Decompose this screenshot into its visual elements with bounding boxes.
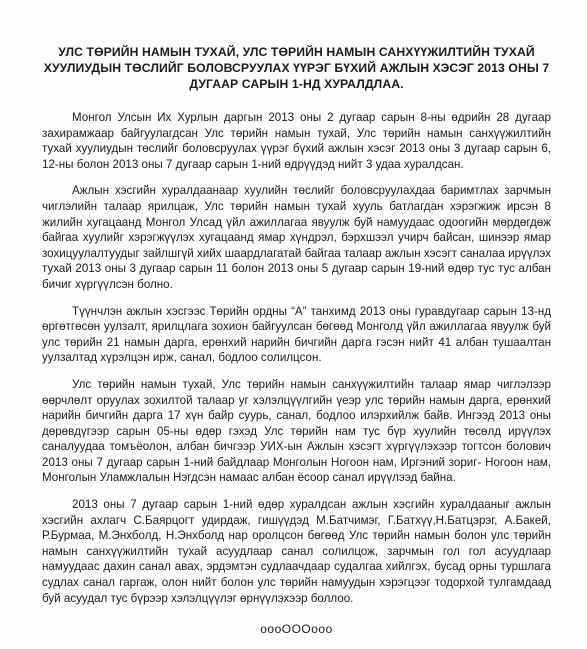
end-mark: oooOOOooo [260,622,333,637]
paragraph-5: 2013 оны 7 дугаар сарын 1-ний өдөр хуралдсан ажлын хэсгийн хуралдааныг ажлын хэсгийн ахлагч С.Баярцогт удирдаж, гишүүдэд М.Батчимэг, Г.Батхүү,Н.Батцэрэг, А.Бакей, Р.Бурмаа, М.Энхболд, Н.Энхболд нар оролцсон бөгөөд Улс төрийн намын болон улс төрийн намын санхүүжилтийн тухай асуудлаар санал солилцож, зарчмын гол гол асуудлаар намуудаас дахин санал авах, эрдэмтэн судлаачдаар судалгаа хийлгэх, бусад орны туршлага судлах санал гаргаж, олон нийт болон улс төрийн намуудын хэрэгцээг тодорхой тулгамдаад буй асуудал тус бүрээр хэлэлцүүлэг өрнүүлэхээр боллоо. [42,498,551,605]
paragraph-3: Түүнчлэн ажлын хэсгээс Төрийн ордны “А” танхимд 2013 оны гуравдугаар сарын 13-нд өргөтгөсөн уулзалт, ярилцлага зохион байгуулсан бөгөөд Монголд үйл ажиллагаа явуулж буй улс төрийн 21 намын дарга, ерөнхий нарийн бичгийн дарга гэсэн нийт 41 албан тушаалтан уулзалтад хүрэлцэн ирж, санал, бодлоо солилцсон. [42,304,551,365]
document-title: УЛС ТӨРИЙН НАМЫН ТУХАЙ, УЛС ТӨРИЙН НАМЫН САНХҮҮЖИЛТИЙН ТУХАЙ ХУУЛИУДЫН ТӨСЛИЙГ БОЛОВСРУУЛАХ ҮҮРЭГ БҮХИЙ АЖЛЫН ХЭСЭГ 2013 ОНЫ 7 ДУГААР САРЫН 1-НД ХУРАЛДЛАА. [43,45,550,91]
paragraph-2: Ажлын хэсгийн хуралдаанаар хуулийн төслийг боловсруулахдаа баримтлах зарчмын чиглэлийн талаар ярилцаж, Улс төрийн намын тухай хууль батлагдан хэрэгжиж ирсэн 8 жилийн хугацаанд Монгол Улсад үйл ажиллагаа явуулж буй намуудаас одоогийн мөрдөгдөж байгаа хуулийг хэрэгжүүлэх хугацаанд ямар хүндрэл, бэрхшээл учирч байсан, шинээр ямар зохицуулалтуудыг зайлшгүй хийх шаардлагатай байгаа талаар ажлын хэсэгт саналаа ирүүлэх тухай 2013 оны 3 дугаар сарын 11 болон 2013 оны 5 дугаар сарын 19-ний өдөр тус тус албан бичиг хүргүүлсэн болно. [42,184,552,291]
paragraph-4: Улс төрийн намын тухай, Улс төрийн намын санхүүжилтийн талаар ямар чиглэлээр өөрчлөлт оруулах зохилтой талаар уг хэлэлцүүлгийн үеэр улс төрийн намын дарга, ерөнхий нарийн бичгийн дарга 17 хүн байр суурь, санал, бодлоо илэрхийлж байв. Ингээд 2013 оны дөрөвдүгээр сарын 05-ны өдөр гэхэд Улс төрийн нам тус бүр хуулийн төсөлд ирүүлэх саналуудаа томъёолон, албан бичгээр УИХ-ын Ажлын хэсэгт хүргүүлэхээр тогтсон болович 2013 оны 7 дугаар сарын 1-ний байдлаар Монголын Ногоон нам, Иргэний зориг- Ногоон нам, Монголын Уламжлалын Нэгдсэн намаас албан ёсоор санал ирүүлээд байна. [42,377,551,485]
paragraph-1: Монгол Улсын Их Хурлын даргын 2013 оны 2 дугаар сарын 8-ны өдрийн 28 дугаар захирамжаар байгуулагдсан Улс төрийн намын тухай, Улс төрийн намын санхүүжилтийн тухай хуулиудын төслийг боловсруулах үүрэг бүхий ажлын хэсэг 2013 оны 3 дугаар сарын 6, 12-ны болон 2013 оны 7 дугаар сарын 1-ний өдрүүдэд нийт 3 удаа хуралдсан. [42,111,551,171]
